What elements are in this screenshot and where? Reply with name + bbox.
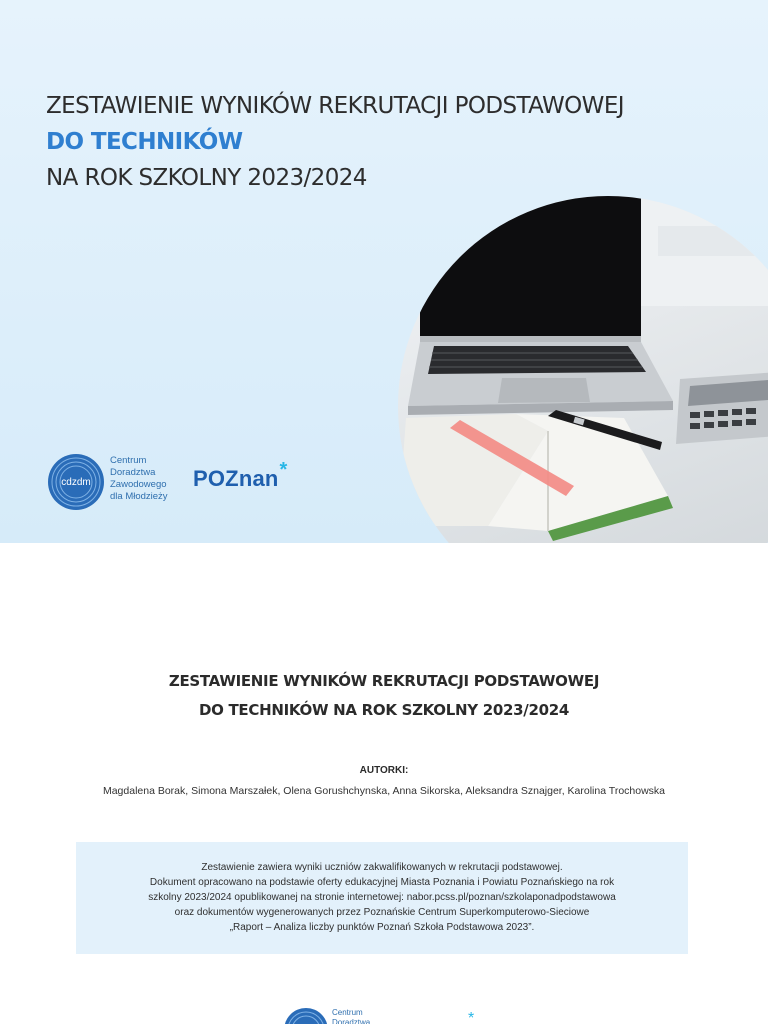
info-line-4: oraz dokumentów wygenerowanych przez Poznańskie Centrum Superkomputerowo-Sieciowe	[174, 907, 590, 918]
info-line-3: szkolny 2023/2024 opublikowanej na stronie internetowej: nabor.pcss.pl/poznan/szkolaponadpodstawowa	[148, 892, 616, 903]
cover-title-line-1: ZESTAWIENIE WYNIKÓW REKRUTACJI PODSTAWOWEJ	[46, 93, 624, 119]
cdzdm-logo-line-2: Doradztwa	[110, 467, 156, 478]
cdzdm-logo-icon	[47, 453, 105, 511]
bottom-poznan-star-icon: *	[468, 1010, 475, 1024]
info-line-5: „Raport – Analiza liczby punktów Poznań Szkoła Podstawowa 2023”.	[229, 922, 535, 933]
cdzdm-logo-line-3: Zawodowego	[110, 479, 167, 490]
cdzdm-logo-mark: cdzdm	[61, 477, 91, 488]
cover-title	[46, 88, 624, 196]
cdzdm-logo-line-1: Centrum	[110, 455, 147, 466]
authors-names: Magdalena Borak, Simona Marszałek, Olena Gorushchynska, Anna Sikorska, Aleksandra Sznajger, Karolina Trochowska	[102, 785, 666, 797]
bottom-logo-line-2: Doradztwa	[332, 1018, 371, 1024]
bottom-logo-line-1: Centrum	[332, 1008, 363, 1017]
laptop-desk-illustration	[398, 196, 768, 543]
info-line-1: Zestawienie zawiera wyniki uczniów zakwalifikowanych w rekrutacji podstawowej.	[201, 862, 563, 873]
cdzdm-logo-line-4: dla Młodzieży	[110, 491, 168, 502]
cover-photo-laptop-desk	[398, 196, 768, 543]
authors-label: AUTORKI:	[359, 765, 409, 776]
cover-title-line-3: NA ROK SZKOLNY 2023/2024	[46, 165, 367, 191]
info-box	[76, 842, 688, 954]
page2-title	[0, 667, 768, 725]
poznan-logo	[193, 459, 288, 492]
poznan-star-icon: *	[279, 459, 288, 481]
bottom-logo-text	[332, 1008, 370, 1024]
page2-title-line-2: DO TECHNIKÓW NA ROK SZKOLNY 2023/2024	[198, 701, 570, 719]
poznan-logo-text: POZnan	[193, 466, 279, 491]
bottom-cdzdm-logo-icon	[283, 1007, 329, 1024]
cdzdm-logo-text	[110, 455, 200, 503]
page2-title-line-1: ZESTAWIENIE WYNIKÓW REKRUTACJI PODSTAWOWEJ	[168, 672, 600, 690]
cover-title-line-2: DO TECHNIKÓW	[46, 129, 243, 155]
info-line-2: Dokument opracowano na podstawie oferty edukacyjnej Miasta Poznania i Powiatu Poznańskiego na rok	[149, 877, 615, 888]
